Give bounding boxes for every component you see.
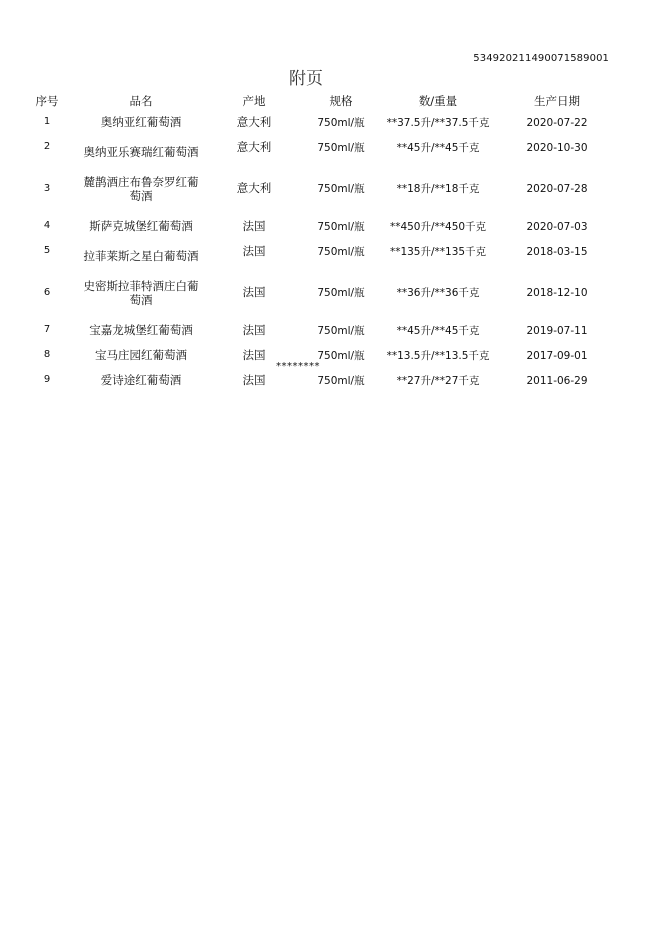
- quantity: **45升/**45千克: [396, 142, 480, 154]
- spec: 750ml/瓶: [317, 183, 365, 195]
- row-number: 4: [43, 220, 51, 231]
- table-row: [14, 241, 614, 279]
- origin: 法国: [242, 285, 266, 299]
- row-number: 3: [43, 183, 51, 194]
- production-date: 2018-12-10: [526, 287, 588, 299]
- production-date: 2020-10-30: [526, 142, 588, 154]
- row-number: 5: [43, 245, 51, 256]
- product-name: 奥纳亚乐赛瑞红葡萄酒: [83, 145, 199, 159]
- table-row: [14, 216, 614, 241]
- quantity: **45升/**45千克: [396, 325, 480, 337]
- goods-table: [14, 90, 614, 395]
- quantity: **450升/**450千克: [389, 221, 487, 233]
- column-header-quantity: 数/重量: [418, 94, 458, 108]
- origin: 法国: [242, 348, 266, 362]
- quantity: **36升/**36千克: [396, 287, 480, 299]
- production-date: 2011-06-29: [526, 375, 588, 387]
- production-date: 2019-07-11: [526, 325, 588, 337]
- table-row: [14, 137, 614, 175]
- document-number: 534920211490071589001: [473, 53, 609, 64]
- row-number: 8: [43, 349, 51, 360]
- row-number: 6: [43, 287, 51, 298]
- origin: 意大利: [236, 140, 272, 154]
- table-header-row: [14, 90, 614, 112]
- origin: 意大利: [236, 181, 272, 195]
- table-row: [14, 175, 614, 216]
- table-row: [14, 320, 614, 345]
- quantity: **18升/**18千克: [396, 183, 480, 195]
- spec: 750ml/瓶: [317, 142, 365, 154]
- product-name: 奥纳亚红葡萄酒: [100, 115, 182, 129]
- quantity: **27升/**27千克: [396, 375, 480, 387]
- production-date: 2020-07-22: [526, 117, 588, 129]
- spec: 750ml/瓶: [317, 375, 365, 387]
- product-name: 斯萨克城堡红葡萄酒: [89, 219, 193, 233]
- origin: 意大利: [236, 115, 272, 129]
- origin: 法国: [242, 244, 266, 258]
- column-header-origin: 产地: [242, 94, 266, 108]
- quantity: **37.5升/**37.5千克: [386, 117, 490, 129]
- table-row: [14, 279, 614, 320]
- row-number: 2: [43, 141, 51, 152]
- row-number: 1: [43, 116, 51, 127]
- spec: 750ml/瓶: [317, 246, 365, 258]
- spec: 750ml/瓶: [317, 221, 365, 233]
- page-title: 附页: [289, 69, 323, 89]
- spec: 750ml/瓶: [317, 287, 365, 299]
- quantity: **135升/**135千克: [389, 246, 487, 258]
- origin: 法国: [242, 373, 266, 387]
- row-number: 7: [43, 324, 51, 335]
- column-header-spec: 规格: [329, 94, 353, 108]
- column-header-no: 序号: [35, 94, 59, 108]
- product-name: 拉菲莱斯之星白葡萄酒: [83, 249, 199, 263]
- product-name: 麓鹊酒庄布鲁奈罗红葡萄酒: [83, 175, 199, 203]
- spec: 750ml/瓶: [317, 325, 365, 337]
- production-date: 2018-03-15: [526, 246, 588, 258]
- column-header-name: 品名: [129, 94, 153, 108]
- product-name: 宝嘉龙城堡红葡萄酒: [89, 323, 193, 337]
- production-date: 2020-07-28: [526, 183, 588, 195]
- origin: 法国: [242, 323, 266, 337]
- production-date: 2017-09-01: [526, 350, 588, 362]
- row-number: 9: [43, 374, 51, 385]
- column-header-date: 生产日期: [534, 94, 580, 108]
- product-name: 宝马庄园红葡萄酒: [95, 348, 187, 362]
- production-date: 2020-07-03: [526, 221, 588, 233]
- table-row: [14, 370, 614, 395]
- origin: 法国: [242, 219, 266, 233]
- product-name: 爱诗途红葡萄酒: [100, 373, 182, 387]
- spec: 750ml/瓶: [317, 117, 365, 129]
- product-name: 史密斯拉菲特酒庄白葡萄酒: [83, 279, 199, 307]
- end-of-list-mark: ********: [276, 361, 320, 372]
- table-row: [14, 112, 614, 137]
- quantity: **13.5升/**13.5千克: [386, 350, 490, 362]
- spec: 750ml/瓶: [317, 350, 365, 362]
